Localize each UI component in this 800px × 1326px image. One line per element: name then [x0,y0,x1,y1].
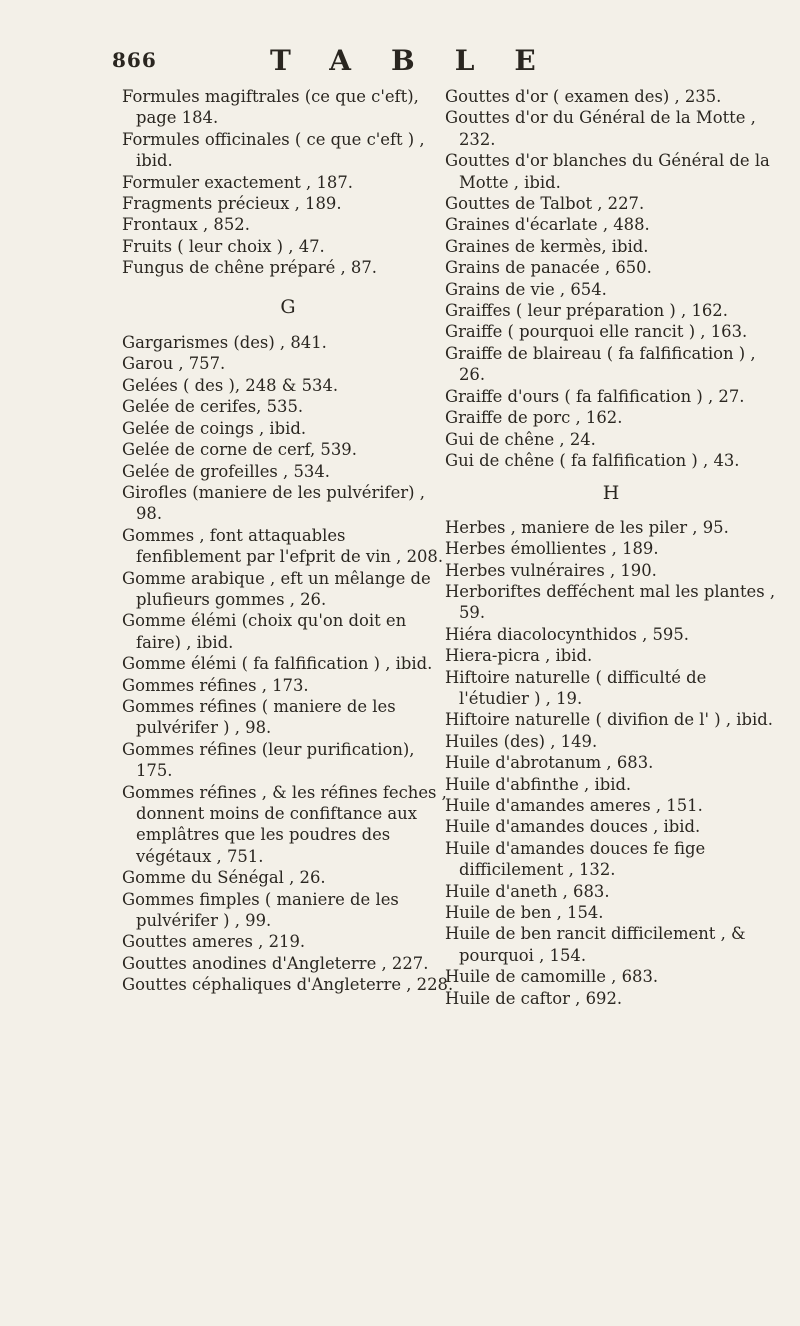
index-entry: Huile de camomille , 683. [445,967,659,987]
index-entry: Hiftoire naturelle ( divifion de l' ) , ibid. [445,710,773,730]
left-column [122,86,454,996]
index-entry: Gouttes anodines d'Angleterre , 227. [122,953,429,973]
index-entry: Gelée de corne de cerf, 539. [122,440,357,460]
index-entry: Graines de kermès, ibid. [445,236,649,256]
index-entry: Graiffe ( pourquoi elle rancit ) , 163. [445,322,748,342]
index-entry: Garou , 757. [122,354,226,374]
index-entry: Huile d'amandes douces , ibid. [445,817,701,837]
index-entry: Gouttes d'or blanches du Général de la Motte , ibid. [445,151,770,192]
index-entry: Gomme élémi (choix qu'on doit en faire) , ibid. [122,611,407,652]
index-entry: Gouttes d'or du Général de la Motte , 232. [445,108,756,149]
index-entry: Graiffes ( leur préparation ) , 162. [445,301,728,321]
index-entry: Fungus de chêne préparé , 87. [122,258,377,278]
index-entry: Grains de vie , 654. [445,279,607,299]
index-entry: Gouttes d'or ( examen des) , 235. [445,87,722,106]
index-entry: Huile d'amandes douces fe fige difficilement , 132. [445,838,706,880]
index-entry: Huile d'amandes ameres , 151. [445,796,703,815]
index-entry: Gargarismes (des) , 841. [122,333,327,353]
index-entry: Grains de panacée , 650. [445,258,652,278]
section-letter-g: G [280,295,296,318]
index-entry: Frontaux , 852. [122,215,250,235]
index-entry: Herboriftes defféchent mal les plantes , 59. [445,581,776,623]
index-entry: Gommes réfines (leur purification), 175. [122,739,415,781]
index-entry: Huile d'aneth , 683. [445,881,610,901]
index-entry: Herbes vulnéraires , 190. [445,560,657,580]
index-entry: Formules magiftrales (ce que c'eft), page 184. [122,87,419,128]
index-entry: Huiles (des) , 149. [445,731,598,751]
index-entry: Huile de caftor , 692. [445,988,623,1008]
index-entry: Gelée de grofeilles , 534. [122,461,330,481]
index-entry: Huile de ben , 154. [445,903,604,923]
index-entry: Formules officinales ( ce que c'eft ) , ibid. [122,129,425,171]
index-entry: Graines d'écarlate , 488. [445,215,650,235]
index-entry: Gommes réfines ( maniere de les pulvérifer ) , 98. [122,696,396,738]
entries-g-continued [445,86,777,471]
index-entry: Girofles (maniere de les pulvérifer) , 98. [122,482,425,524]
index-entry: Gouttes de Talbot , 227. [445,194,645,214]
index-entry: Graiffe de porc , 162. [445,408,623,428]
page-header [0,44,800,84]
index-entry: Graiffe d'ours ( fa falfification ) , 27. [445,386,745,406]
index-entry: Gui de chêne ( fa falfification ) , 43. [445,450,740,470]
index-entry: Hiftoire naturelle ( difficulté de l'étudier ) , 19. [445,667,707,708]
index-entry: Gommes réfines , 173. [122,675,309,695]
index-entry: Fruits ( leur choix ) , 47. [122,236,325,256]
index-entry: Formuler exactement , 187. [122,172,353,192]
index-entry: Gelée de cerifes, 535. [122,397,304,417]
index-entry: Graiffe de blaireau ( fa falfification ) , 26. [445,343,756,385]
index-entry: Fragments précieux , 189. [122,194,342,214]
index-entry: Gommes fimples ( maniere de les pulvérifer ) , 99. [122,889,399,931]
index-entry: Gommes , font attaquables fenfiblement par l'efprit de vin , 208. [122,525,444,567]
index-entry: Gouttes céphaliques d'Angleterre , 228. [122,975,454,995]
index-entry: Gouttes ameres , 219. [122,932,306,952]
running-title: TABLE [270,44,576,77]
index-entry: Gui de chêne , 24. [445,429,596,449]
index-entry: Hiéra diacolocynthidos , 595. [445,624,689,644]
index-entry: Herbes , maniere de les piler , 95. [445,517,729,537]
entries-f [122,86,454,279]
index-entry: Gelée de coings , ibid. [122,418,307,438]
entries-h [445,517,777,1009]
index-entry: Gomme élémi ( fa falfification ) , ibid. [122,654,433,674]
index-entry: Huile d'abfinthe , ibid. [445,774,632,794]
index-entry: Gommes réfines , & les réfines feches , donnent moins de confiftance aux emplâtres que les poudres des végétaux , 751. [122,782,447,866]
index-entry: Gelées ( des ), 248 & 534. [122,375,339,395]
section-letter-h: H [602,482,620,505]
right-column [445,86,777,1009]
index-entry: Huile d'abrotanum , 683. [445,753,654,773]
index-entry: Huile de ben rancit difficilement , & pourquoi , 154. [445,924,746,965]
entries-g [122,332,454,996]
index-entry: Herbes émollientes , 189. [445,539,659,559]
index-entry: Hiera-picra , ibid. [445,646,593,666]
index-entry: Gomme du Sénégal , 26. [122,868,326,888]
page-number: 866 [112,48,157,72]
index-entry: Gomme arabique , eft un mêlange de plufieurs gommes , 26. [122,568,431,609]
